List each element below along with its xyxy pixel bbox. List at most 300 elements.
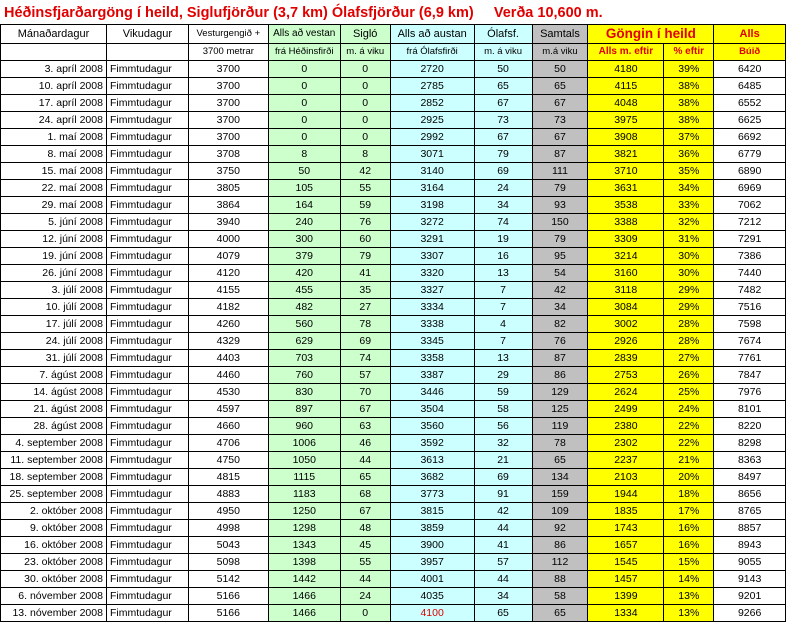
cell-vestur[interactable]: 3700 <box>188 129 268 146</box>
cell-date[interactable]: 30. október 2008 <box>1 571 107 588</box>
cell-weekday[interactable]: Fimmtudagur <box>106 163 188 180</box>
cell-date[interactable]: 26. júní 2008 <box>1 265 107 282</box>
cell-samtals-week[interactable]: 95 <box>532 248 588 265</box>
cell-vestur[interactable]: 4329 <box>188 333 268 350</box>
cell-olafsf-week[interactable]: 7 <box>474 333 532 350</box>
cell-west-total[interactable]: 1466 <box>268 605 340 622</box>
cell-done[interactable]: 6420 <box>714 61 786 78</box>
cell-olafsf-week[interactable]: 7 <box>474 299 532 316</box>
cell-vestur[interactable]: 4597 <box>188 401 268 418</box>
header-remaining-pct[interactable]: % eftir <box>664 44 714 61</box>
cell-remaining-pct[interactable]: 17% <box>664 503 714 520</box>
cell-west-total[interactable]: 629 <box>268 333 340 350</box>
cell-date[interactable]: 12. júní 2008 <box>1 231 107 248</box>
cell-done[interactable]: 7598 <box>714 316 786 333</box>
cell-siglo-week[interactable]: 8 <box>340 146 390 163</box>
cell-weekday[interactable]: Fimmtudagur <box>106 571 188 588</box>
cell-east-total[interactable]: 3327 <box>390 282 474 299</box>
cell-samtals-week[interactable]: 65 <box>532 452 588 469</box>
cell-remaining-m[interactable]: 1944 <box>588 486 664 503</box>
cell-west-total[interactable]: 164 <box>268 197 340 214</box>
header-vestur-top[interactable]: Vesturgengið + <box>188 25 268 44</box>
cell-remaining-m[interactable]: 3084 <box>588 299 664 316</box>
cell-samtals-week[interactable]: 76 <box>532 333 588 350</box>
cell-siglo-week[interactable]: 55 <box>340 180 390 197</box>
header-siglo-bottom[interactable]: m. á viku <box>340 44 390 61</box>
header-siglo-top[interactable]: Sigló <box>340 25 390 44</box>
cell-done[interactable]: 8857 <box>714 520 786 537</box>
cell-samtals-week[interactable]: 92 <box>532 520 588 537</box>
cell-samtals-week[interactable]: 73 <box>532 112 588 129</box>
cell-weekday[interactable]: Fimmtudagur <box>106 61 188 78</box>
cell-remaining-pct[interactable]: 28% <box>664 333 714 350</box>
cell-olafsf-week[interactable]: 67 <box>474 95 532 112</box>
cell-weekday[interactable]: Fimmtudagur <box>106 384 188 401</box>
cell-remaining-m[interactable]: 2380 <box>588 418 664 435</box>
cell-west-total[interactable]: 50 <box>268 163 340 180</box>
cell-remaining-m[interactable]: 2926 <box>588 333 664 350</box>
header-west-total-bottom[interactable]: frá Héðinsfirði <box>268 44 340 61</box>
cell-date[interactable]: 6. nóvember 2008 <box>1 588 107 605</box>
cell-done[interactable]: 7847 <box>714 367 786 384</box>
cell-weekday[interactable]: Fimmtudagur <box>106 197 188 214</box>
cell-olafsf-week[interactable]: 32 <box>474 435 532 452</box>
cell-west-total[interactable]: 379 <box>268 248 340 265</box>
cell-siglo-week[interactable]: 0 <box>340 61 390 78</box>
cell-date[interactable]: 11. september 2008 <box>1 452 107 469</box>
cell-olafsf-week[interactable]: 16 <box>474 248 532 265</box>
cell-east-total[interactable]: 3140 <box>390 163 474 180</box>
header-weekday[interactable]: Vikudagur <box>106 25 188 44</box>
cell-west-total[interactable]: 8 <box>268 146 340 163</box>
cell-olafsf-week[interactable]: 24 <box>474 180 532 197</box>
cell-done[interactable]: 8943 <box>714 537 786 554</box>
cell-samtals-week[interactable]: 159 <box>532 486 588 503</box>
cell-west-total[interactable]: 830 <box>268 384 340 401</box>
cell-remaining-pct[interactable]: 31% <box>664 231 714 248</box>
cell-west-total[interactable]: 105 <box>268 180 340 197</box>
cell-remaining-m[interactable]: 4180 <box>588 61 664 78</box>
header-west-total-top[interactable]: Alls að vestan <box>268 25 340 44</box>
cell-olafsf-week[interactable]: 21 <box>474 452 532 469</box>
header-east-total-bottom[interactable]: frá Ólafsfirði <box>390 44 474 61</box>
cell-done[interactable]: 6552 <box>714 95 786 112</box>
cell-done[interactable]: 7674 <box>714 333 786 350</box>
cell-east-total[interactable]: 3291 <box>390 231 474 248</box>
cell-remaining-pct[interactable]: 15% <box>664 554 714 571</box>
cell-remaining-m[interactable]: 1743 <box>588 520 664 537</box>
cell-siglo-week[interactable]: 0 <box>340 95 390 112</box>
header-remaining-m[interactable]: Alls m. eftir <box>588 44 664 61</box>
cell-siglo-week[interactable]: 0 <box>340 129 390 146</box>
cell-remaining-m[interactable]: 2499 <box>588 401 664 418</box>
cell-siglo-week[interactable]: 35 <box>340 282 390 299</box>
cell-west-total[interactable]: 0 <box>268 129 340 146</box>
cell-olafsf-week[interactable]: 4 <box>474 316 532 333</box>
cell-samtals-week[interactable]: 87 <box>532 146 588 163</box>
cell-done[interactable]: 7291 <box>714 231 786 248</box>
cell-vestur[interactable]: 3940 <box>188 214 268 231</box>
cell-done[interactable]: 7976 <box>714 384 786 401</box>
cell-remaining-m[interactable]: 3002 <box>588 316 664 333</box>
cell-west-total[interactable]: 1183 <box>268 486 340 503</box>
cell-east-total[interactable]: 3358 <box>390 350 474 367</box>
cell-west-total[interactable]: 455 <box>268 282 340 299</box>
cell-weekday[interactable]: Fimmtudagur <box>106 95 188 112</box>
cell-siglo-week[interactable]: 44 <box>340 452 390 469</box>
cell-olafsf-week[interactable]: 69 <box>474 163 532 180</box>
cell-date[interactable]: 18. september 2008 <box>1 469 107 486</box>
cell-done[interactable]: 8101 <box>714 401 786 418</box>
cell-east-total[interactable]: 3859 <box>390 520 474 537</box>
cell-weekday[interactable]: Fimmtudagur <box>106 112 188 129</box>
cell-siglo-week[interactable]: 42 <box>340 163 390 180</box>
cell-east-total[interactable]: 3504 <box>390 401 474 418</box>
cell-date[interactable]: 7. ágúst 2008 <box>1 367 107 384</box>
cell-remaining-m[interactable]: 1457 <box>588 571 664 588</box>
cell-samtals-week[interactable]: 86 <box>532 537 588 554</box>
cell-done[interactable]: 7440 <box>714 265 786 282</box>
cell-siglo-week[interactable]: 79 <box>340 248 390 265</box>
cell-weekday[interactable]: Fimmtudagur <box>106 401 188 418</box>
cell-remaining-pct[interactable]: 22% <box>664 418 714 435</box>
cell-vestur[interactable]: 4079 <box>188 248 268 265</box>
cell-samtals-week[interactable]: 134 <box>532 469 588 486</box>
cell-remaining-m[interactable]: 1334 <box>588 605 664 622</box>
cell-vestur[interactable]: 4750 <box>188 452 268 469</box>
cell-siglo-week[interactable]: 68 <box>340 486 390 503</box>
cell-done[interactable]: 8220 <box>714 418 786 435</box>
cell-date[interactable]: 23. október 2008 <box>1 554 107 571</box>
cell-west-total[interactable]: 0 <box>268 78 340 95</box>
cell-samtals-week[interactable]: 67 <box>532 129 588 146</box>
cell-remaining-m[interactable]: 3309 <box>588 231 664 248</box>
cell-siglo-week[interactable]: 78 <box>340 316 390 333</box>
cell-done[interactable]: 9143 <box>714 571 786 588</box>
cell-vestur[interactable]: 3864 <box>188 197 268 214</box>
cell-remaining-pct[interactable]: 25% <box>664 384 714 401</box>
cell-west-total[interactable]: 300 <box>268 231 340 248</box>
cell-vestur[interactable]: 5098 <box>188 554 268 571</box>
cell-vestur[interactable]: 3700 <box>188 61 268 78</box>
cell-west-total[interactable]: 960 <box>268 418 340 435</box>
cell-west-total[interactable]: 1115 <box>268 469 340 486</box>
cell-remaining-pct[interactable]: 35% <box>664 163 714 180</box>
cell-weekday[interactable]: Fimmtudagur <box>106 367 188 384</box>
cell-olafsf-week[interactable]: 56 <box>474 418 532 435</box>
cell-remaining-m[interactable]: 2302 <box>588 435 664 452</box>
cell-weekday[interactable]: Fimmtudagur <box>106 554 188 571</box>
cell-remaining-pct[interactable]: 38% <box>664 95 714 112</box>
cell-date[interactable]: 10. apríl 2008 <box>1 78 107 95</box>
cell-date[interactable]: 4. september 2008 <box>1 435 107 452</box>
cell-vestur[interactable]: 4120 <box>188 265 268 282</box>
cell-east-total[interactable]: 3682 <box>390 469 474 486</box>
cell-siglo-week[interactable]: 41 <box>340 265 390 282</box>
cell-remaining-m[interactable]: 3975 <box>588 112 664 129</box>
cell-weekday[interactable]: Fimmtudagur <box>106 452 188 469</box>
cell-west-total[interactable]: 1442 <box>268 571 340 588</box>
cell-remaining-m[interactable]: 3821 <box>588 146 664 163</box>
cell-olafsf-week[interactable]: 69 <box>474 469 532 486</box>
cell-date[interactable]: 19. júní 2008 <box>1 248 107 265</box>
cell-remaining-m[interactable]: 1399 <box>588 588 664 605</box>
cell-samtals-week[interactable]: 34 <box>532 299 588 316</box>
cell-remaining-pct[interactable]: 27% <box>664 350 714 367</box>
cell-olafsf-week[interactable]: 44 <box>474 571 532 588</box>
cell-olafsf-week[interactable]: 57 <box>474 554 532 571</box>
cell-samtals-week[interactable]: 79 <box>532 231 588 248</box>
cell-vestur[interactable]: 4000 <box>188 231 268 248</box>
cell-olafsf-week[interactable]: 34 <box>474 197 532 214</box>
cell-remaining-pct[interactable]: 32% <box>664 214 714 231</box>
cell-olafsf-week[interactable]: 50 <box>474 61 532 78</box>
cell-east-total[interactable]: 2720 <box>390 61 474 78</box>
cell-samtals-week[interactable]: 150 <box>532 214 588 231</box>
cell-date[interactable]: 3. apríl 2008 <box>1 61 107 78</box>
cell-date[interactable]: 14. ágúst 2008 <box>1 384 107 401</box>
cell-east-total[interactable]: 2925 <box>390 112 474 129</box>
cell-samtals-week[interactable]: 111 <box>532 163 588 180</box>
cell-samtals-week[interactable]: 79 <box>532 180 588 197</box>
cell-weekday[interactable]: Fimmtudagur <box>106 146 188 163</box>
cell-samtals-week[interactable]: 119 <box>532 418 588 435</box>
cell-date[interactable]: 13. nóvember 2008 <box>1 605 107 622</box>
cell-olafsf-week[interactable]: 29 <box>474 367 532 384</box>
cell-remaining-pct[interactable]: 24% <box>664 401 714 418</box>
cell-siglo-week[interactable]: 76 <box>340 214 390 231</box>
cell-weekday[interactable]: Fimmtudagur <box>106 299 188 316</box>
cell-remaining-m[interactable]: 3908 <box>588 129 664 146</box>
header-olafsf-top[interactable]: Ólafsf. <box>474 25 532 44</box>
cell-east-total[interactable]: 3900 <box>390 537 474 554</box>
cell-siglo-week[interactable]: 67 <box>340 503 390 520</box>
cell-vestur[interactable]: 3700 <box>188 112 268 129</box>
cell-olafsf-week[interactable]: 79 <box>474 146 532 163</box>
cell-vestur[interactable]: 5166 <box>188 605 268 622</box>
cell-done[interactable]: 8363 <box>714 452 786 469</box>
cell-east-total[interactable]: 3957 <box>390 554 474 571</box>
cell-samtals-week[interactable]: 109 <box>532 503 588 520</box>
cell-siglo-week[interactable]: 0 <box>340 78 390 95</box>
cell-siglo-week[interactable]: 65 <box>340 469 390 486</box>
cell-vestur[interactable]: 3805 <box>188 180 268 197</box>
cell-done[interactable]: 8656 <box>714 486 786 503</box>
cell-east-total[interactable]: 3338 <box>390 316 474 333</box>
cell-remaining-m[interactable]: 2839 <box>588 350 664 367</box>
cell-east-total[interactable]: 3345 <box>390 333 474 350</box>
cell-west-total[interactable]: 0 <box>268 61 340 78</box>
cell-remaining-m[interactable]: 4048 <box>588 95 664 112</box>
cell-date[interactable]: 1. maí 2008 <box>1 129 107 146</box>
cell-weekday[interactable]: Fimmtudagur <box>106 214 188 231</box>
cell-vestur[interactable]: 5166 <box>188 588 268 605</box>
cell-west-total[interactable]: 1298 <box>268 520 340 537</box>
cell-weekday[interactable]: Fimmtudagur <box>106 265 188 282</box>
cell-east-total[interactable]: 3613 <box>390 452 474 469</box>
cell-remaining-m[interactable]: 3631 <box>588 180 664 197</box>
cell-olafsf-week[interactable]: 58 <box>474 401 532 418</box>
cell-vestur[interactable]: 5043 <box>188 537 268 554</box>
cell-remaining-m[interactable]: 2103 <box>588 469 664 486</box>
cell-vestur[interactable]: 4403 <box>188 350 268 367</box>
cell-west-total[interactable]: 1398 <box>268 554 340 571</box>
cell-date[interactable]: 31. júlí 2008 <box>1 350 107 367</box>
cell-west-total[interactable]: 760 <box>268 367 340 384</box>
cell-done[interactable]: 8298 <box>714 435 786 452</box>
cell-remaining-pct[interactable]: 22% <box>664 435 714 452</box>
cell-remaining-pct[interactable]: 14% <box>664 571 714 588</box>
cell-remaining-m[interactable]: 2237 <box>588 452 664 469</box>
cell-vestur[interactable]: 4155 <box>188 282 268 299</box>
cell-weekday[interactable]: Fimmtudagur <box>106 469 188 486</box>
cell-east-total[interactable]: 3387 <box>390 367 474 384</box>
cell-weekday[interactable]: Fimmtudagur <box>106 333 188 350</box>
cell-weekday[interactable]: Fimmtudagur <box>106 537 188 554</box>
cell-done[interactable]: 7386 <box>714 248 786 265</box>
cell-olafsf-week[interactable]: 67 <box>474 129 532 146</box>
cell-date[interactable]: 21. ágúst 2008 <box>1 401 107 418</box>
cell-olafsf-week[interactable]: 34 <box>474 588 532 605</box>
cell-siglo-week[interactable]: 74 <box>340 350 390 367</box>
cell-weekday[interactable]: Fimmtudagur <box>106 282 188 299</box>
cell-samtals-week[interactable]: 58 <box>532 588 588 605</box>
cell-done[interactable]: 6890 <box>714 163 786 180</box>
cell-east-total[interactable]: 3334 <box>390 299 474 316</box>
header-done-bottom[interactable]: Búið <box>714 44 786 61</box>
cell-siglo-week[interactable]: 24 <box>340 588 390 605</box>
cell-date[interactable]: 17. júlí 2008 <box>1 316 107 333</box>
cell-date[interactable]: 28. ágúst 2008 <box>1 418 107 435</box>
cell-samtals-week[interactable]: 50 <box>532 61 588 78</box>
cell-remaining-pct[interactable]: 33% <box>664 197 714 214</box>
cell-date[interactable]: 24. apríl 2008 <box>1 112 107 129</box>
cell-done[interactable]: 6969 <box>714 180 786 197</box>
cell-olafsf-week[interactable]: 19 <box>474 231 532 248</box>
cell-samtals-week[interactable]: 125 <box>532 401 588 418</box>
cell-done[interactable]: 6779 <box>714 146 786 163</box>
cell-remaining-m[interactable]: 2753 <box>588 367 664 384</box>
cell-date[interactable]: 9. október 2008 <box>1 520 107 537</box>
cell-samtals-week[interactable]: 86 <box>532 367 588 384</box>
cell-vestur[interactable]: 4530 <box>188 384 268 401</box>
cell-remaining-pct[interactable]: 16% <box>664 537 714 554</box>
cell-olafsf-week[interactable]: 13 <box>474 265 532 282</box>
cell-weekday[interactable]: Fimmtudagur <box>106 180 188 197</box>
cell-olafsf-week[interactable]: 13 <box>474 350 532 367</box>
header-samtals-bottom[interactable]: m.á viku <box>532 44 588 61</box>
cell-samtals-week[interactable]: 67 <box>532 95 588 112</box>
cell-vestur[interactable]: 4660 <box>188 418 268 435</box>
cell-date[interactable]: 16. október 2008 <box>1 537 107 554</box>
cell-siglo-week[interactable]: 60 <box>340 231 390 248</box>
cell-east-total[interactable]: 4035 <box>390 588 474 605</box>
cell-vestur[interactable]: 4883 <box>188 486 268 503</box>
cell-east-total[interactable]: 3071 <box>390 146 474 163</box>
cell-date[interactable]: 8. maí 2008 <box>1 146 107 163</box>
cell-remaining-m[interactable]: 3160 <box>588 265 664 282</box>
header-olafsf-bottom[interactable]: m. á viku <box>474 44 532 61</box>
cell-siglo-week[interactable]: 44 <box>340 571 390 588</box>
cell-samtals-week[interactable]: 42 <box>532 282 588 299</box>
cell-remaining-pct[interactable]: 20% <box>664 469 714 486</box>
cell-vestur[interactable]: 4950 <box>188 503 268 520</box>
cell-weekday[interactable]: Fimmtudagur <box>106 350 188 367</box>
cell-samtals-week[interactable]: 88 <box>532 571 588 588</box>
cell-east-total[interactable]: 3320 <box>390 265 474 282</box>
cell-east-total[interactable]: 3198 <box>390 197 474 214</box>
cell-remaining-m[interactable]: 3118 <box>588 282 664 299</box>
cell-samtals-week[interactable]: 129 <box>532 384 588 401</box>
cell-west-total[interactable]: 897 <box>268 401 340 418</box>
cell-east-total[interactable]: 4100 <box>390 605 474 622</box>
cell-weekday[interactable]: Fimmtudagur <box>106 129 188 146</box>
cell-olafsf-week[interactable]: 42 <box>474 503 532 520</box>
cell-date[interactable]: 24. júlí 2008 <box>1 333 107 350</box>
cell-done[interactable]: 7482 <box>714 282 786 299</box>
cell-siglo-week[interactable]: 63 <box>340 418 390 435</box>
header-samtals-top[interactable]: Samtals <box>532 25 588 44</box>
cell-done[interactable]: 7212 <box>714 214 786 231</box>
header-vestur-bottom[interactable]: 3700 metrar <box>188 44 268 61</box>
cell-weekday[interactable]: Fimmtudagur <box>106 486 188 503</box>
cell-weekday[interactable]: Fimmtudagur <box>106 588 188 605</box>
cell-remaining-pct[interactable]: 29% <box>664 282 714 299</box>
cell-east-total[interactable]: 3592 <box>390 435 474 452</box>
cell-samtals-week[interactable]: 87 <box>532 350 588 367</box>
cell-vestur[interactable]: 4460 <box>188 367 268 384</box>
cell-remaining-pct[interactable]: 18% <box>664 486 714 503</box>
cell-date[interactable]: 25. september 2008 <box>1 486 107 503</box>
cell-west-total[interactable]: 482 <box>268 299 340 316</box>
cell-east-total[interactable]: 3560 <box>390 418 474 435</box>
cell-remaining-pct[interactable]: 13% <box>664 588 714 605</box>
cell-west-total[interactable]: 703 <box>268 350 340 367</box>
cell-done[interactable]: 9201 <box>714 588 786 605</box>
cell-remaining-pct[interactable]: 39% <box>664 61 714 78</box>
cell-done[interactable]: 7761 <box>714 350 786 367</box>
cell-east-total[interactable]: 4001 <box>390 571 474 588</box>
cell-done[interactable]: 6485 <box>714 78 786 95</box>
cell-siglo-week[interactable]: 46 <box>340 435 390 452</box>
cell-remaining-pct[interactable]: 34% <box>664 180 714 197</box>
cell-olafsf-week[interactable]: 74 <box>474 214 532 231</box>
cell-siglo-week[interactable]: 67 <box>340 401 390 418</box>
cell-siglo-week[interactable]: 59 <box>340 197 390 214</box>
cell-samtals-week[interactable]: 93 <box>532 197 588 214</box>
cell-siglo-week[interactable]: 48 <box>340 520 390 537</box>
cell-vestur[interactable]: 4998 <box>188 520 268 537</box>
cell-remaining-pct[interactable]: 28% <box>664 316 714 333</box>
cell-remaining-pct[interactable]: 29% <box>664 299 714 316</box>
cell-samtals-week[interactable]: 78 <box>532 435 588 452</box>
cell-siglo-week[interactable]: 69 <box>340 333 390 350</box>
cell-vestur[interactable]: 3708 <box>188 146 268 163</box>
cell-west-total[interactable]: 0 <box>268 112 340 129</box>
cell-weekday[interactable]: Fimmtudagur <box>106 503 188 520</box>
cell-done[interactable]: 9055 <box>714 554 786 571</box>
cell-olafsf-week[interactable]: 44 <box>474 520 532 537</box>
cell-remaining-pct[interactable]: 26% <box>664 367 714 384</box>
cell-east-total[interactable]: 3307 <box>390 248 474 265</box>
cell-weekday[interactable]: Fimmtudagur <box>106 231 188 248</box>
cell-done[interactable]: 7062 <box>714 197 786 214</box>
cell-remaining-pct[interactable]: 38% <box>664 112 714 129</box>
cell-east-total[interactable]: 2785 <box>390 78 474 95</box>
cell-samtals-week[interactable]: 82 <box>532 316 588 333</box>
cell-siglo-week[interactable]: 27 <box>340 299 390 316</box>
cell-done[interactable]: 8765 <box>714 503 786 520</box>
